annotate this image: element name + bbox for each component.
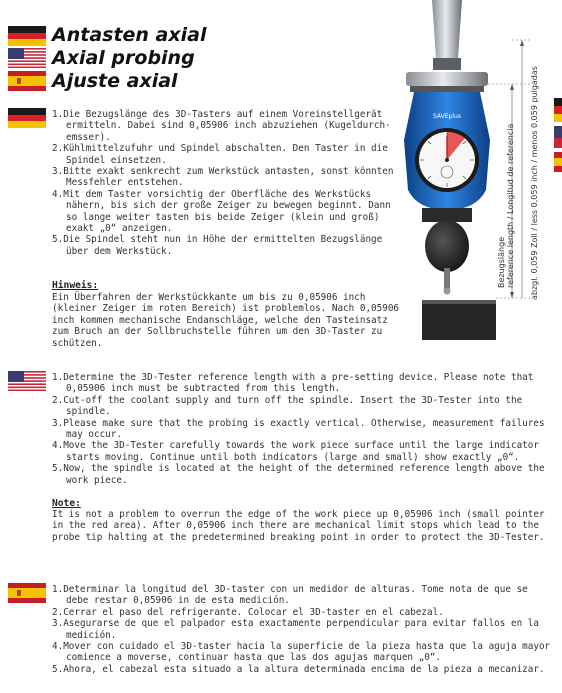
title-german: Antasten axial [52, 24, 207, 46]
title-english: Axial probing [52, 47, 195, 69]
step-spanish-2: 2.Cerrar el paso del refrigerante. Colocar el 3D-taster en el cabezal. [52, 606, 444, 618]
step-english-3: 3.Please make sure that the probing is exactly vertical. Otherwise, measurement failures may occur. [52, 417, 545, 441]
step-german-5: 5.Die Spindel steht nun in Höhe der ermittelten Bezugslänge über dem Werkstück. [52, 234, 383, 257]
steps-list-english [52, 372, 552, 486]
brand-label: SAVEplus [433, 113, 461, 120]
step-english-2: 2.Cut-off the coolant supply and turn off the spindle. Insert the 3D-Tester into the spindle. [52, 394, 523, 418]
step-german-3: 3.Bitte exakt senkrecht zum Werkstück antasten, sonst könnten Messfehler entstehen. [52, 166, 394, 189]
note-heading-german: Hinweis: [52, 280, 99, 291]
probe-housing [425, 220, 469, 272]
step-spanish-5: 5.Ahora, el cabezal esta situado a la altura determinada encima de la pieza a mecanizar. [52, 663, 545, 675]
step-english-4: 4.Move the 3D-Tester carefully towards the work piece surface until the large indicator starts moving. Continue until both indicators (large and small) show exactly „0“. [52, 440, 539, 463]
step-english-1: 1.Determine the 3D-Tester reference length with a pre-setting device. Please note that 0,05906 inch must be subtracted from this length. [52, 372, 534, 395]
german-flag-icon [8, 108, 46, 128]
stylus [444, 268, 450, 290]
step-german-4: 4.Mit dem Taster vorsichtig der Oberfläche des Werkstücks nähern, bis sich der große Zeiger zu bewegen beginnt. Dann so lange weiter tasten bis beide Zeiger (klein und groß) exakt „0“ anzeigen. [52, 188, 391, 235]
note-heading-english: Note: [52, 498, 81, 509]
usa-flag-icon [8, 371, 46, 391]
workpiece [422, 300, 496, 340]
note-text-english: It is not a problem to overrun the edge of the work piece up 0,05906 inch (small pointer in the red area). After 0,05906 inch there are mechanical limit stops which lead to the probe tip halting at the predetermined breaking point in order to protect the 3D-Tester. [52, 509, 545, 543]
steps-list-german [52, 109, 402, 257]
step-english-5: 5.Now, the spindle is located at the height of the determined reference length above the work piece. [52, 463, 545, 486]
note-text-german: Ein Überfahren der Werkstückkante um bis zu 0,05906 inch (kleiner Zeiger im roten Bereich) ist problemlos. Nach 0,05906 inch kommen mechanische Endanschläge, welche den Tasteinsatz zum Bruch an der Sollbruchstelle führen um den 3D-Taster zu schützen. [52, 292, 400, 349]
tool-flange [406, 72, 488, 86]
spanish-flag-icon [8, 583, 46, 603]
step-german-1: 1.Die Bezugslänge des 3D-Tasters auf einem Voreinstellgerät ermitteln. Dabei sind 0,05906 inch abzuziehen (Kugeldurch-emsser). [52, 109, 391, 143]
tolerance-label: abzgl. 0,059 Zoll / less 0,059 inch / menos 0,059 pulgadas [530, 66, 539, 300]
german-flag-icon [8, 26, 46, 46]
step-spanish-1: 1.Determinar la longitud del 3D-taster con un medidor de alturas. Tome nota de que se debe restar 0,05906 in de esta medición. [52, 584, 528, 607]
spanish-flag-icon [8, 71, 46, 91]
step-spanish-3: 3.Asegurarse de que el palpador esta exactamente perpendicular para evitar fallos en la medición. [52, 618, 539, 641]
step-spanish-4: 4.Mover con cuidado el 3D-taster hacia la superficie de la pieza hasta que la aguja mayor comience a moverse, continuar hasta que las dos agujas marquen „0“. [52, 641, 551, 664]
title-spanish: Ajuste axial [52, 70, 178, 92]
reference-length-label: Bezugslänge reference length / Longitud de referencia [497, 123, 515, 288]
steps-list-spanish [52, 584, 552, 675]
usa-flag-icon [8, 48, 46, 68]
taper-shank [432, 0, 462, 58]
step-german-2: 2.Kühlmittelzufuhr und Spindel abschalten. Den Taster in die Spindel einsetzen. [52, 143, 388, 166]
